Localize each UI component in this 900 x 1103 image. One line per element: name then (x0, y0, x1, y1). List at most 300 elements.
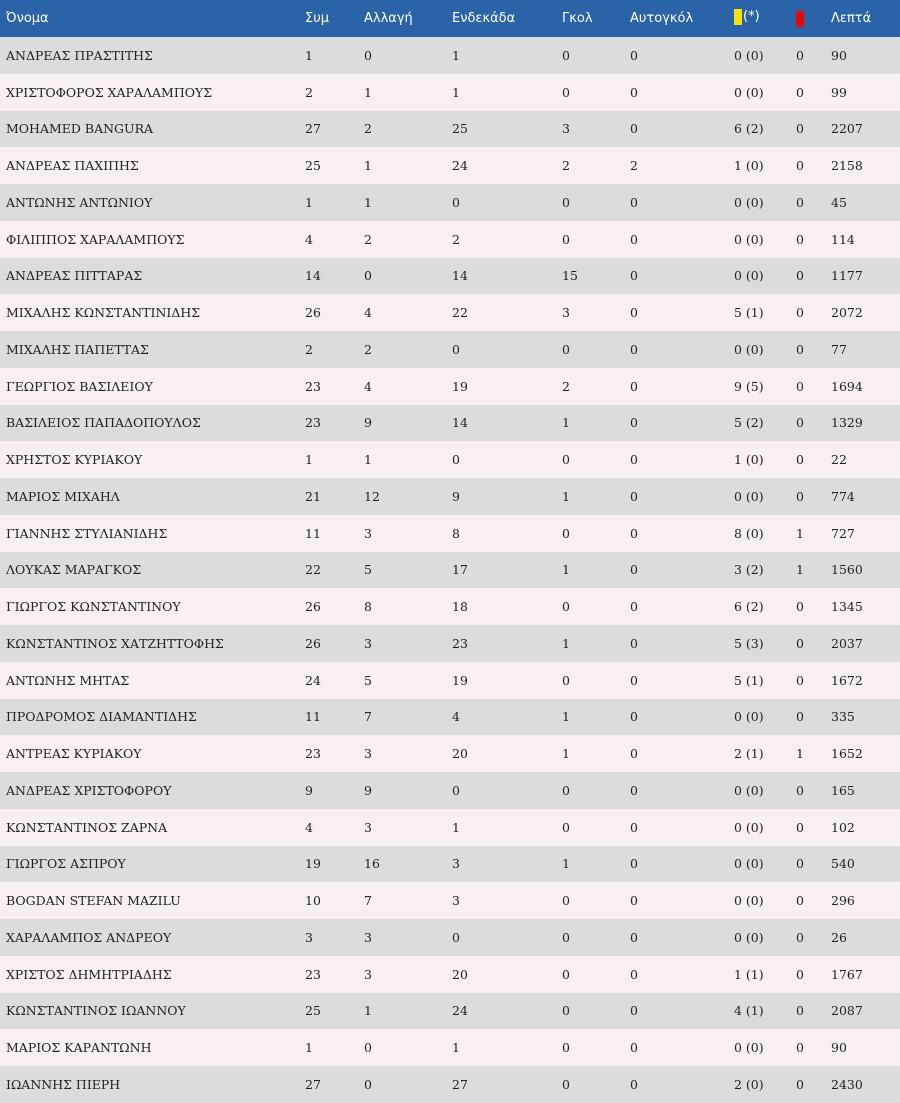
player-yellow-cards: 4 (1) (734, 1003, 764, 1019)
player-goals: 0 (562, 231, 570, 247)
player-starts: 9 (452, 488, 460, 504)
player-goals: 0 (562, 84, 570, 100)
player-goals: 0 (562, 929, 570, 945)
player-apps: 22 (305, 562, 321, 578)
player-apps: 25 (305, 158, 321, 174)
player-starts: 1 (452, 47, 460, 63)
player-apps: 1 (305, 1040, 313, 1056)
player-name[interactable]: MOHAMED BANGURA (6, 121, 154, 137)
player-subs: 0 (364, 268, 372, 284)
player-goals: 2 (562, 158, 570, 174)
table-row (0, 258, 900, 295)
table-row (0, 552, 900, 589)
table-row (0, 111, 900, 148)
player-minutes: 335 (831, 709, 855, 725)
player-own-goals: 0 (630, 893, 638, 909)
player-own-goals: 0 (630, 1076, 638, 1092)
player-apps: 1 (305, 194, 313, 210)
player-yellow-cards: 6 (2) (734, 599, 764, 615)
player-red-cards: 0 (796, 893, 804, 909)
table-row (0, 772, 900, 809)
player-starts: 1 (452, 1040, 460, 1056)
player-goals: 2 (562, 378, 570, 394)
player-starts: 17 (452, 562, 468, 578)
player-own-goals: 0 (630, 452, 638, 468)
player-minutes: 90 (831, 1040, 847, 1056)
player-apps: 3 (305, 929, 313, 945)
table-row (0, 368, 900, 405)
table-header-row (0, 0, 900, 37)
table-row (0, 441, 900, 478)
table-row (0, 37, 900, 74)
player-name[interactable]: ΚΩΝΣΤΑΝΤΙΝΟΣ ΙΩΑΝΝΟΥ (6, 1003, 186, 1019)
col-header-goals[interactable]: Γκολ (562, 11, 593, 26)
player-subs: 3 (364, 929, 372, 945)
player-minutes: 26 (831, 929, 847, 945)
player-name[interactable]: ΛΟΥΚΑΣ ΜΑΡΑΓΚΟΣ (6, 562, 142, 578)
player-own-goals: 0 (630, 746, 638, 762)
player-apps: 27 (305, 121, 321, 137)
player-subs: 3 (364, 966, 372, 982)
player-apps: 19 (305, 856, 321, 872)
player-goals: 0 (562, 1040, 570, 1056)
player-starts: 27 (452, 1076, 468, 1092)
player-goals: 1 (562, 488, 570, 504)
player-red-cards: 1 (796, 525, 804, 541)
col-header-red-cards[interactable] (796, 0, 831, 37)
player-goals: 0 (562, 1003, 570, 1019)
player-name[interactable]: ΑΝΔΡΕΑΣ ΠΑΧΙΠΗΣ (6, 158, 139, 174)
player-own-goals: 0 (630, 966, 638, 982)
player-yellow-cards: 1 (1) (734, 966, 764, 982)
player-red-cards: 0 (796, 158, 804, 174)
player-goals: 0 (562, 966, 570, 982)
player-name[interactable]: ΓΙΩΡΓΟΣ ΚΩΝΣΤΑΝΤΙΝΟΥ (6, 599, 181, 615)
player-apps: 14 (305, 268, 321, 284)
player-name[interactable]: ΓΙΩΡΓΟΣ ΑΣΠΡΟΥ (6, 856, 126, 872)
player-subs: 9 (364, 782, 372, 798)
player-yellow-cards: 0 (0) (734, 856, 764, 872)
player-starts: 4 (452, 709, 460, 725)
player-subs: 16 (364, 856, 380, 872)
player-yellow-cards: 0 (0) (734, 819, 764, 835)
col-header-starts[interactable]: Ενδεκάδα (452, 11, 516, 26)
player-starts: 3 (452, 893, 460, 909)
player-apps: 10 (305, 893, 321, 909)
player-apps: 23 (305, 415, 321, 431)
player-yellow-cards: 2 (0) (734, 1076, 764, 1092)
player-own-goals: 0 (630, 856, 638, 872)
player-goals: 3 (562, 305, 570, 321)
player-minutes: 1694 (831, 378, 863, 394)
player-goals: 0 (562, 452, 570, 468)
player-minutes: 1767 (831, 966, 863, 982)
table-row (0, 993, 900, 1030)
player-apps: 23 (305, 966, 321, 982)
player-subs: 0 (364, 1076, 372, 1092)
player-goals: 0 (562, 1076, 570, 1092)
player-own-goals: 0 (630, 709, 638, 725)
player-own-goals: 0 (630, 268, 638, 284)
player-name[interactable]: BOGDAN STEFAN MAZILU (6, 893, 181, 909)
player-minutes: 1672 (831, 672, 863, 688)
player-minutes: 2430 (831, 1076, 863, 1092)
player-apps: 9 (305, 782, 313, 798)
player-red-cards: 0 (796, 1003, 804, 1019)
player-starts: 3 (452, 856, 460, 872)
player-subs: 1 (364, 452, 372, 468)
player-minutes: 2087 (831, 1003, 863, 1019)
player-minutes: 774 (831, 488, 855, 504)
player-subs: 7 (364, 709, 372, 725)
player-subs: 5 (364, 562, 372, 578)
player-apps: 4 (305, 819, 313, 835)
player-red-cards: 0 (796, 47, 804, 63)
player-subs: 2 (364, 341, 372, 357)
player-starts: 0 (452, 929, 460, 945)
col-header-subs[interactable]: Αλλαγή (364, 11, 413, 26)
player-yellow-cards: 0 (0) (734, 1040, 764, 1056)
col-header-own-goals[interactable]: Αυτογκόλ (630, 11, 694, 26)
player-red-cards: 0 (796, 819, 804, 835)
player-red-cards: 1 (796, 562, 804, 578)
player-name[interactable]: ΚΩΝΣΤΑΝΤΙΝΟΣ ΧΑΤΖΗΤΤΟΦΗΣ (6, 635, 224, 651)
player-subs: 8 (364, 599, 372, 615)
player-red-cards: 0 (796, 966, 804, 982)
player-name[interactable]: ΧΑΡΑΛΑΜΠΟΣ ΑΝΔΡΕΟΥ (6, 929, 172, 945)
player-subs: 4 (364, 378, 372, 394)
player-apps: 26 (305, 599, 321, 615)
table-row (0, 662, 900, 699)
player-subs: 2 (364, 231, 372, 247)
player-minutes: 1177 (831, 268, 863, 284)
player-name[interactable]: ΙΩΑΝΝΗΣ ΠΙΕΡΗ (6, 1076, 121, 1092)
player-apps: 1 (305, 47, 313, 63)
player-subs: 2 (364, 121, 372, 137)
player-starts: 0 (452, 452, 460, 468)
yellow-card-icon (734, 9, 742, 25)
player-minutes: 114 (831, 231, 855, 247)
player-own-goals: 0 (630, 305, 638, 321)
table-row (0, 331, 900, 368)
player-starts: 0 (452, 782, 460, 798)
player-yellow-cards: 9 (5) (734, 378, 764, 394)
table-row (0, 221, 900, 258)
player-goals: 1 (562, 635, 570, 651)
player-own-goals: 0 (630, 341, 638, 357)
player-own-goals: 0 (630, 47, 638, 63)
player-red-cards: 0 (796, 231, 804, 247)
player-yellow-cards: 0 (0) (734, 341, 764, 357)
player-goals: 3 (562, 121, 570, 137)
col-header-minutes[interactable]: Λεπτά (831, 11, 872, 26)
player-starts: 1 (452, 819, 460, 835)
player-own-goals: 0 (630, 635, 638, 651)
player-minutes: 2072 (831, 305, 863, 321)
player-goals: 0 (562, 599, 570, 615)
table-row (0, 147, 900, 184)
col-header-apps[interactable]: Συμ (305, 11, 330, 26)
player-yellow-cards: 1 (0) (734, 452, 764, 468)
table-row (0, 956, 900, 993)
player-starts: 2 (452, 231, 460, 247)
player-own-goals: 0 (630, 599, 638, 615)
player-starts: 20 (452, 966, 468, 982)
player-starts: 25 (452, 121, 468, 137)
player-apps: 23 (305, 746, 321, 762)
table-row (0, 478, 900, 515)
player-name[interactable]: ΑΝΤΩΝΗΣ ΑΝΤΩΝΙΟΥ (6, 194, 153, 210)
player-minutes: 296 (831, 893, 855, 909)
player-subs: 3 (364, 819, 372, 835)
player-name[interactable]: ΜΑΡΙΟΣ ΜΙΧΑΗΛ (6, 488, 120, 504)
player-minutes: 727 (831, 525, 855, 541)
player-red-cards: 0 (796, 305, 804, 321)
player-yellow-cards: 1 (0) (734, 158, 764, 174)
player-minutes: 1345 (831, 599, 863, 615)
player-name[interactable]: ΜΑΡΙΟΣ ΚΑΡΑΝΤΩΝΗ (6, 1040, 152, 1056)
player-own-goals: 0 (630, 782, 638, 798)
player-yellow-cards: 3 (2) (734, 562, 764, 578)
player-red-cards: 0 (796, 635, 804, 651)
player-starts: 8 (452, 525, 460, 541)
player-goals: 0 (562, 782, 570, 798)
player-minutes: 102 (831, 819, 855, 835)
player-name[interactable]: ΧΡΙΣΤΟΣ ΔΗΜΗΤΡΙΑΔΗΣ (6, 966, 172, 982)
player-subs: 5 (364, 672, 372, 688)
player-apps: 23 (305, 378, 321, 394)
yellow-card-note: (*) (743, 9, 760, 24)
player-starts: 20 (452, 746, 468, 762)
player-own-goals: 0 (630, 1040, 638, 1056)
player-own-goals: 0 (630, 231, 638, 247)
player-yellow-cards: 5 (1) (734, 672, 764, 688)
player-subs: 1 (364, 1003, 372, 1019)
player-subs: 3 (364, 635, 372, 651)
player-red-cards: 1 (796, 746, 804, 762)
player-goals: 0 (562, 47, 570, 63)
player-minutes: 90 (831, 47, 847, 63)
player-starts: 19 (452, 672, 468, 688)
player-apps: 11 (305, 525, 321, 541)
player-minutes: 99 (831, 84, 847, 100)
table-row (0, 735, 900, 772)
player-starts: 24 (452, 1003, 468, 1019)
player-apps: 2 (305, 341, 313, 357)
player-minutes: 1329 (831, 415, 863, 431)
player-goals: 15 (562, 268, 578, 284)
player-name[interactable]: ΑΝΔΡΕΑΣ ΠΡΑΣΤΙΤΗΣ (6, 47, 153, 63)
player-yellow-cards: 0 (0) (734, 268, 764, 284)
table-row (0, 699, 900, 736)
player-apps: 21 (305, 488, 321, 504)
red-card-icon (796, 11, 804, 27)
player-name[interactable]: ΦΙΛΙΠΠΟΣ ΧΑΡΑΛΑΜΠΟΥΣ (6, 231, 185, 247)
player-yellow-cards: 0 (0) (734, 231, 764, 247)
table-row (0, 846, 900, 883)
player-goals: 0 (562, 194, 570, 210)
player-red-cards: 0 (796, 84, 804, 100)
player-minutes: 45 (831, 194, 847, 210)
player-subs: 0 (364, 47, 372, 63)
table-row (0, 919, 900, 956)
player-starts: 22 (452, 305, 468, 321)
player-own-goals: 0 (630, 378, 638, 394)
col-header-name[interactable]: Όνομα (6, 11, 49, 26)
player-name[interactable]: ΓΕΩΡΓΙΟΣ ΒΑΣΙΛΕΙΟΥ (6, 378, 153, 394)
player-own-goals: 0 (630, 488, 638, 504)
player-starts: 0 (452, 341, 460, 357)
player-red-cards: 0 (796, 121, 804, 137)
player-yellow-cards: 5 (3) (734, 635, 764, 651)
player-subs: 1 (364, 84, 372, 100)
player-yellow-cards: 0 (0) (734, 709, 764, 725)
player-yellow-cards: 0 (0) (734, 488, 764, 504)
player-yellow-cards: 0 (0) (734, 84, 764, 100)
player-apps: 26 (305, 305, 321, 321)
player-own-goals: 0 (630, 672, 638, 688)
player-red-cards: 0 (796, 1076, 804, 1092)
player-subs: 1 (364, 194, 372, 210)
player-apps: 2 (305, 84, 313, 100)
player-minutes: 2207 (831, 121, 863, 137)
player-minutes: 22 (831, 452, 847, 468)
player-red-cards: 0 (796, 452, 804, 468)
player-goals: 0 (562, 525, 570, 541)
table-row (0, 625, 900, 662)
player-red-cards: 0 (796, 194, 804, 210)
player-goals: 0 (562, 819, 570, 835)
player-name[interactable]: ΠΡΟΔΡΟΜΟΣ ΔΙΑΜΑΝΤΙΔΗΣ (6, 709, 197, 725)
player-subs: 1 (364, 158, 372, 174)
player-own-goals: 0 (630, 415, 638, 431)
player-own-goals: 0 (630, 525, 638, 541)
player-starts: 14 (452, 268, 468, 284)
player-minutes: 2158 (831, 158, 863, 174)
table-row (0, 405, 900, 442)
player-own-goals: 0 (630, 1003, 638, 1019)
player-goals: 0 (562, 672, 570, 688)
player-yellow-cards: 8 (0) (734, 525, 764, 541)
table-row (0, 1066, 900, 1103)
player-yellow-cards: 0 (0) (734, 782, 764, 798)
player-yellow-cards: 5 (1) (734, 305, 764, 321)
player-yellow-cards: 0 (0) (734, 194, 764, 210)
player-own-goals: 0 (630, 819, 638, 835)
player-subs: 7 (364, 893, 372, 909)
table-row (0, 809, 900, 846)
player-name[interactable]: ΑΝΔΡΕΑΣ ΠΙΤΤΑΡΑΣ (6, 268, 143, 284)
player-name[interactable]: ΧΡΙΣΤΟΦΟΡΟΣ ΧΑΡΑΛΑΜΠΟΥΣ (6, 84, 213, 100)
player-red-cards: 0 (796, 488, 804, 504)
table-row (0, 184, 900, 221)
player-goals: 1 (562, 562, 570, 578)
player-name[interactable]: ΑΝΤΡΕΑΣ ΚΥΡΙΑΚΟΥ (6, 746, 142, 762)
table-row (0, 294, 900, 331)
player-name[interactable]: ΑΝΤΩΝΗΣ ΜΗΤΑΣ (6, 672, 130, 688)
player-own-goals: 0 (630, 194, 638, 210)
player-goals: 1 (562, 415, 570, 431)
player-red-cards: 0 (796, 929, 804, 945)
player-starts: 1 (452, 84, 460, 100)
player-goals: 1 (562, 856, 570, 872)
player-apps: 26 (305, 635, 321, 651)
player-starts: 0 (452, 194, 460, 210)
player-minutes: 1652 (831, 746, 863, 762)
player-name[interactable]: ΜΙΧΑΛΗΣ ΚΩΝΣΤΑΝΤΙΝΙΔΗΣ (6, 305, 201, 321)
player-name[interactable]: ΒΑΣΙΛΕΙΟΣ ΠΑΠΑΔΟΠΟΥΛΟΣ (6, 415, 201, 431)
player-yellow-cards: 5 (2) (734, 415, 764, 431)
player-name[interactable]: ΜΙΧΑΛΗΣ ΠΑΠΕΤΤΑΣ (6, 341, 149, 357)
table-row (0, 588, 900, 625)
player-subs: 3 (364, 525, 372, 541)
player-yellow-cards: 2 (1) (734, 746, 764, 762)
player-red-cards: 0 (796, 856, 804, 872)
player-red-cards: 0 (796, 415, 804, 431)
player-red-cards: 0 (796, 709, 804, 725)
player-minutes: 1560 (831, 562, 863, 578)
player-red-cards: 0 (796, 378, 804, 394)
player-goals: 1 (562, 709, 570, 725)
player-name[interactable]: ΑΝΔΡΕΑΣ ΧΡΙΣΤΟΦΟΡΟΥ (6, 782, 172, 798)
table-row (0, 882, 900, 919)
player-starts: 14 (452, 415, 468, 431)
player-minutes: 165 (831, 782, 855, 798)
table-row (0, 515, 900, 552)
player-subs: 4 (364, 305, 372, 321)
player-red-cards: 0 (796, 341, 804, 357)
player-apps: 11 (305, 709, 321, 725)
player-own-goals: 0 (630, 121, 638, 137)
player-yellow-cards: 0 (0) (734, 47, 764, 63)
player-yellow-cards: 6 (2) (734, 121, 764, 137)
player-minutes: 2037 (831, 635, 863, 651)
player-apps: 24 (305, 672, 321, 688)
player-goals: 0 (562, 893, 570, 909)
player-subs: 0 (364, 1040, 372, 1056)
player-name[interactable]: ΓΙΑΝΝΗΣ ΣΤΥΛΙΑΝΙΔΗΣ (6, 525, 168, 541)
player-starts: 23 (452, 635, 468, 651)
player-starts: 24 (452, 158, 468, 174)
player-name[interactable]: ΧΡΗΣΤΟΣ ΚΥΡΙΑΚΟΥ (6, 452, 143, 468)
player-red-cards: 0 (796, 1040, 804, 1056)
player-minutes: 77 (831, 341, 847, 357)
player-apps: 1 (305, 452, 313, 468)
player-apps: 4 (305, 231, 313, 247)
player-red-cards: 0 (796, 268, 804, 284)
player-apps: 25 (305, 1003, 321, 1019)
player-red-cards: 0 (796, 672, 804, 688)
player-own-goals: 0 (630, 929, 638, 945)
player-yellow-cards: 0 (0) (734, 929, 764, 945)
player-subs: 12 (364, 488, 380, 504)
player-starts: 19 (452, 378, 468, 394)
player-goals: 1 (562, 746, 570, 762)
col-header-yellow-cards[interactable] (734, 0, 796, 37)
player-yellow-cards: 0 (0) (734, 893, 764, 909)
player-red-cards: 0 (796, 599, 804, 615)
player-apps: 27 (305, 1076, 321, 1092)
player-goals: 0 (562, 341, 570, 357)
player-subs: 3 (364, 746, 372, 762)
player-subs: 9 (364, 415, 372, 431)
player-name[interactable]: ΚΩΝΣΤΑΝΤΙΝΟΣ ΖΑΡΝΑ (6, 819, 168, 835)
player-minutes: 540 (831, 856, 855, 872)
player-own-goals: 0 (630, 562, 638, 578)
player-red-cards: 0 (796, 782, 804, 798)
player-starts: 18 (452, 599, 468, 615)
table-row (0, 74, 900, 111)
